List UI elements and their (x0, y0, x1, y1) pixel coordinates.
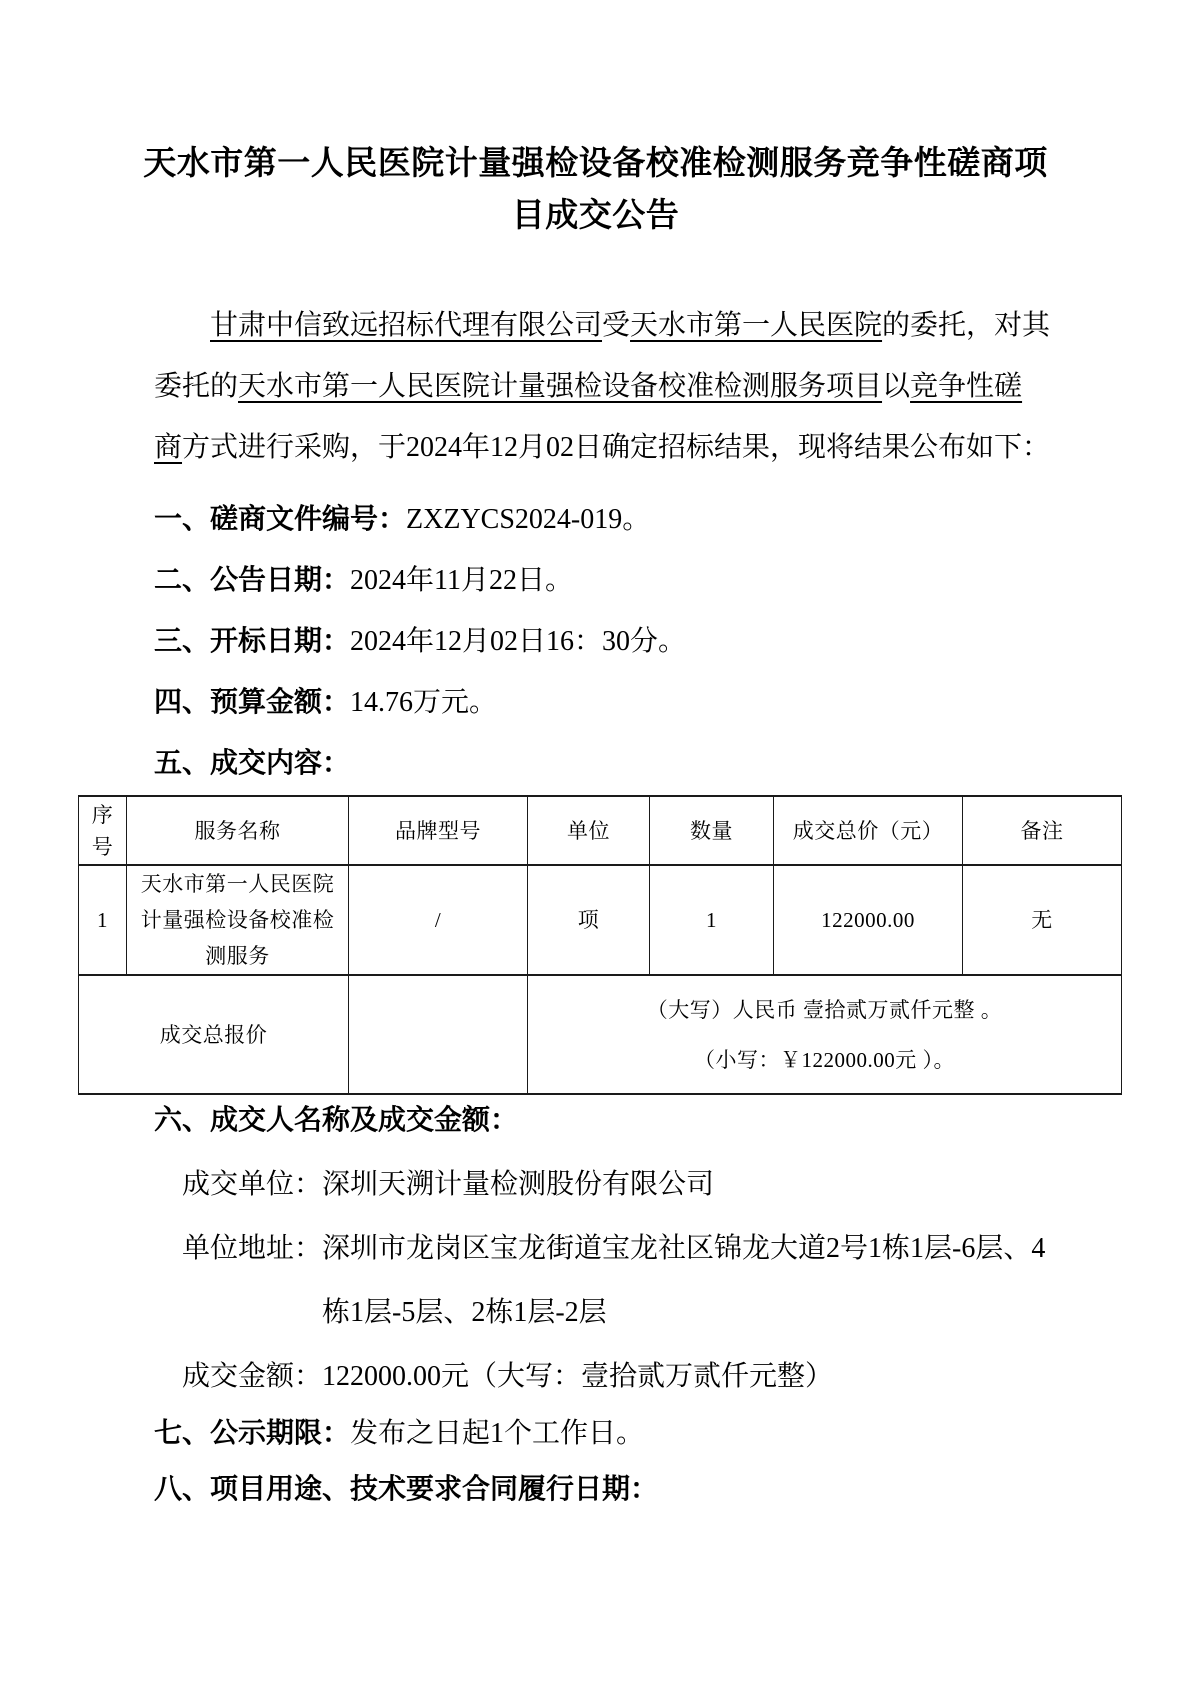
cell-brand-model: / (349, 865, 528, 975)
intro-paragraph (154, 295, 1074, 478)
deal-table (78, 795, 1122, 1095)
header-total-price: 成交总价（元） (774, 796, 963, 865)
award-address-line-1: 单位地址：深圳市龙岗区宝龙街道宝龙社区锦龙大道2号1栋1层-6层、4 (182, 1233, 1046, 1264)
item-deal-content: 五、成交内容： (154, 748, 351, 779)
item-open-date: 三、开标日期：2024年12月02日16：30分。 (154, 626, 687, 657)
numbered-items (154, 489, 1114, 794)
item-budget: 四、预算金额：14.76万元。 (154, 687, 498, 718)
header-seq: 序号 (79, 796, 127, 865)
cell-service-name: 天水市第一人民医院计量强检设备校准检测服务 (127, 865, 349, 975)
cell-seq: 1 (79, 865, 127, 975)
header-unit: 单位 (528, 796, 650, 865)
award-amount: 成交金额：122000.00元（大写：壹拾贰万贰仟元整） (182, 1361, 834, 1392)
header-service-name: 服务名称 (127, 796, 349, 865)
publicity-period: 七、公示期限：发布之日起1个工作日。 (154, 1418, 645, 1449)
summary-amount-words: （大写）人民币 壹拾贰万贰仟元整 。 (646, 997, 1003, 1022)
summary-amount (528, 975, 1122, 1094)
document-title (0, 138, 1191, 242)
cell-remark: 无 (963, 865, 1122, 975)
award-address-line-2: 栋1层-5层、2栋1层-2层 (322, 1297, 607, 1328)
intro-line-3: 商方式进行采购，于2024年12月02日确定招标结果，现将结果公布如下： (154, 432, 1051, 463)
award-heading: 六、成交人名称及成交金额： (154, 1105, 519, 1136)
intro-line-2: 委托的天水市第一人民医院计量强检设备校准检测服务项目以竞争性磋 (154, 371, 1023, 402)
title-line-2: 目成交公告 (511, 198, 680, 234)
header-remark: 备注 (963, 796, 1122, 865)
cell-quantity: 1 (650, 865, 774, 975)
item-doc-number: 一、磋商文件编号：ZXZYCS2024-019。 (154, 504, 651, 535)
summary-brand-empty (349, 975, 528, 1094)
award-unit: 成交单位：深圳天溯计量检测股份有限公司 (182, 1169, 715, 1200)
summary-label: 成交总报价 (79, 975, 349, 1094)
cell-unit: 项 (528, 865, 650, 975)
award-section (154, 1089, 1114, 1409)
header-quantity: 数量 (650, 796, 774, 865)
table-header-row (79, 796, 1122, 865)
item-announce-date: 二、公告日期：2024年11月22日。 (154, 565, 573, 596)
project-usage-heading: 八、项目用途、技术要求合同履行日期： (154, 1474, 659, 1505)
summary-amount-figures: （小写：￥122000.00元 ）。 (694, 1047, 955, 1072)
header-brand-model: 品牌型号 (349, 796, 528, 865)
cell-total-price: 122000.00 (774, 865, 963, 975)
table-row (79, 865, 1122, 975)
title-line-1: 天水市第一人民医院计量强检设备校准检测服务竞争性磋商项 (143, 146, 1048, 182)
table-summary-row (79, 975, 1122, 1094)
intro-line-1: 甘肃中信致远招标代理有限公司受天水市第一人民医院的委托，对其 (210, 310, 1051, 341)
